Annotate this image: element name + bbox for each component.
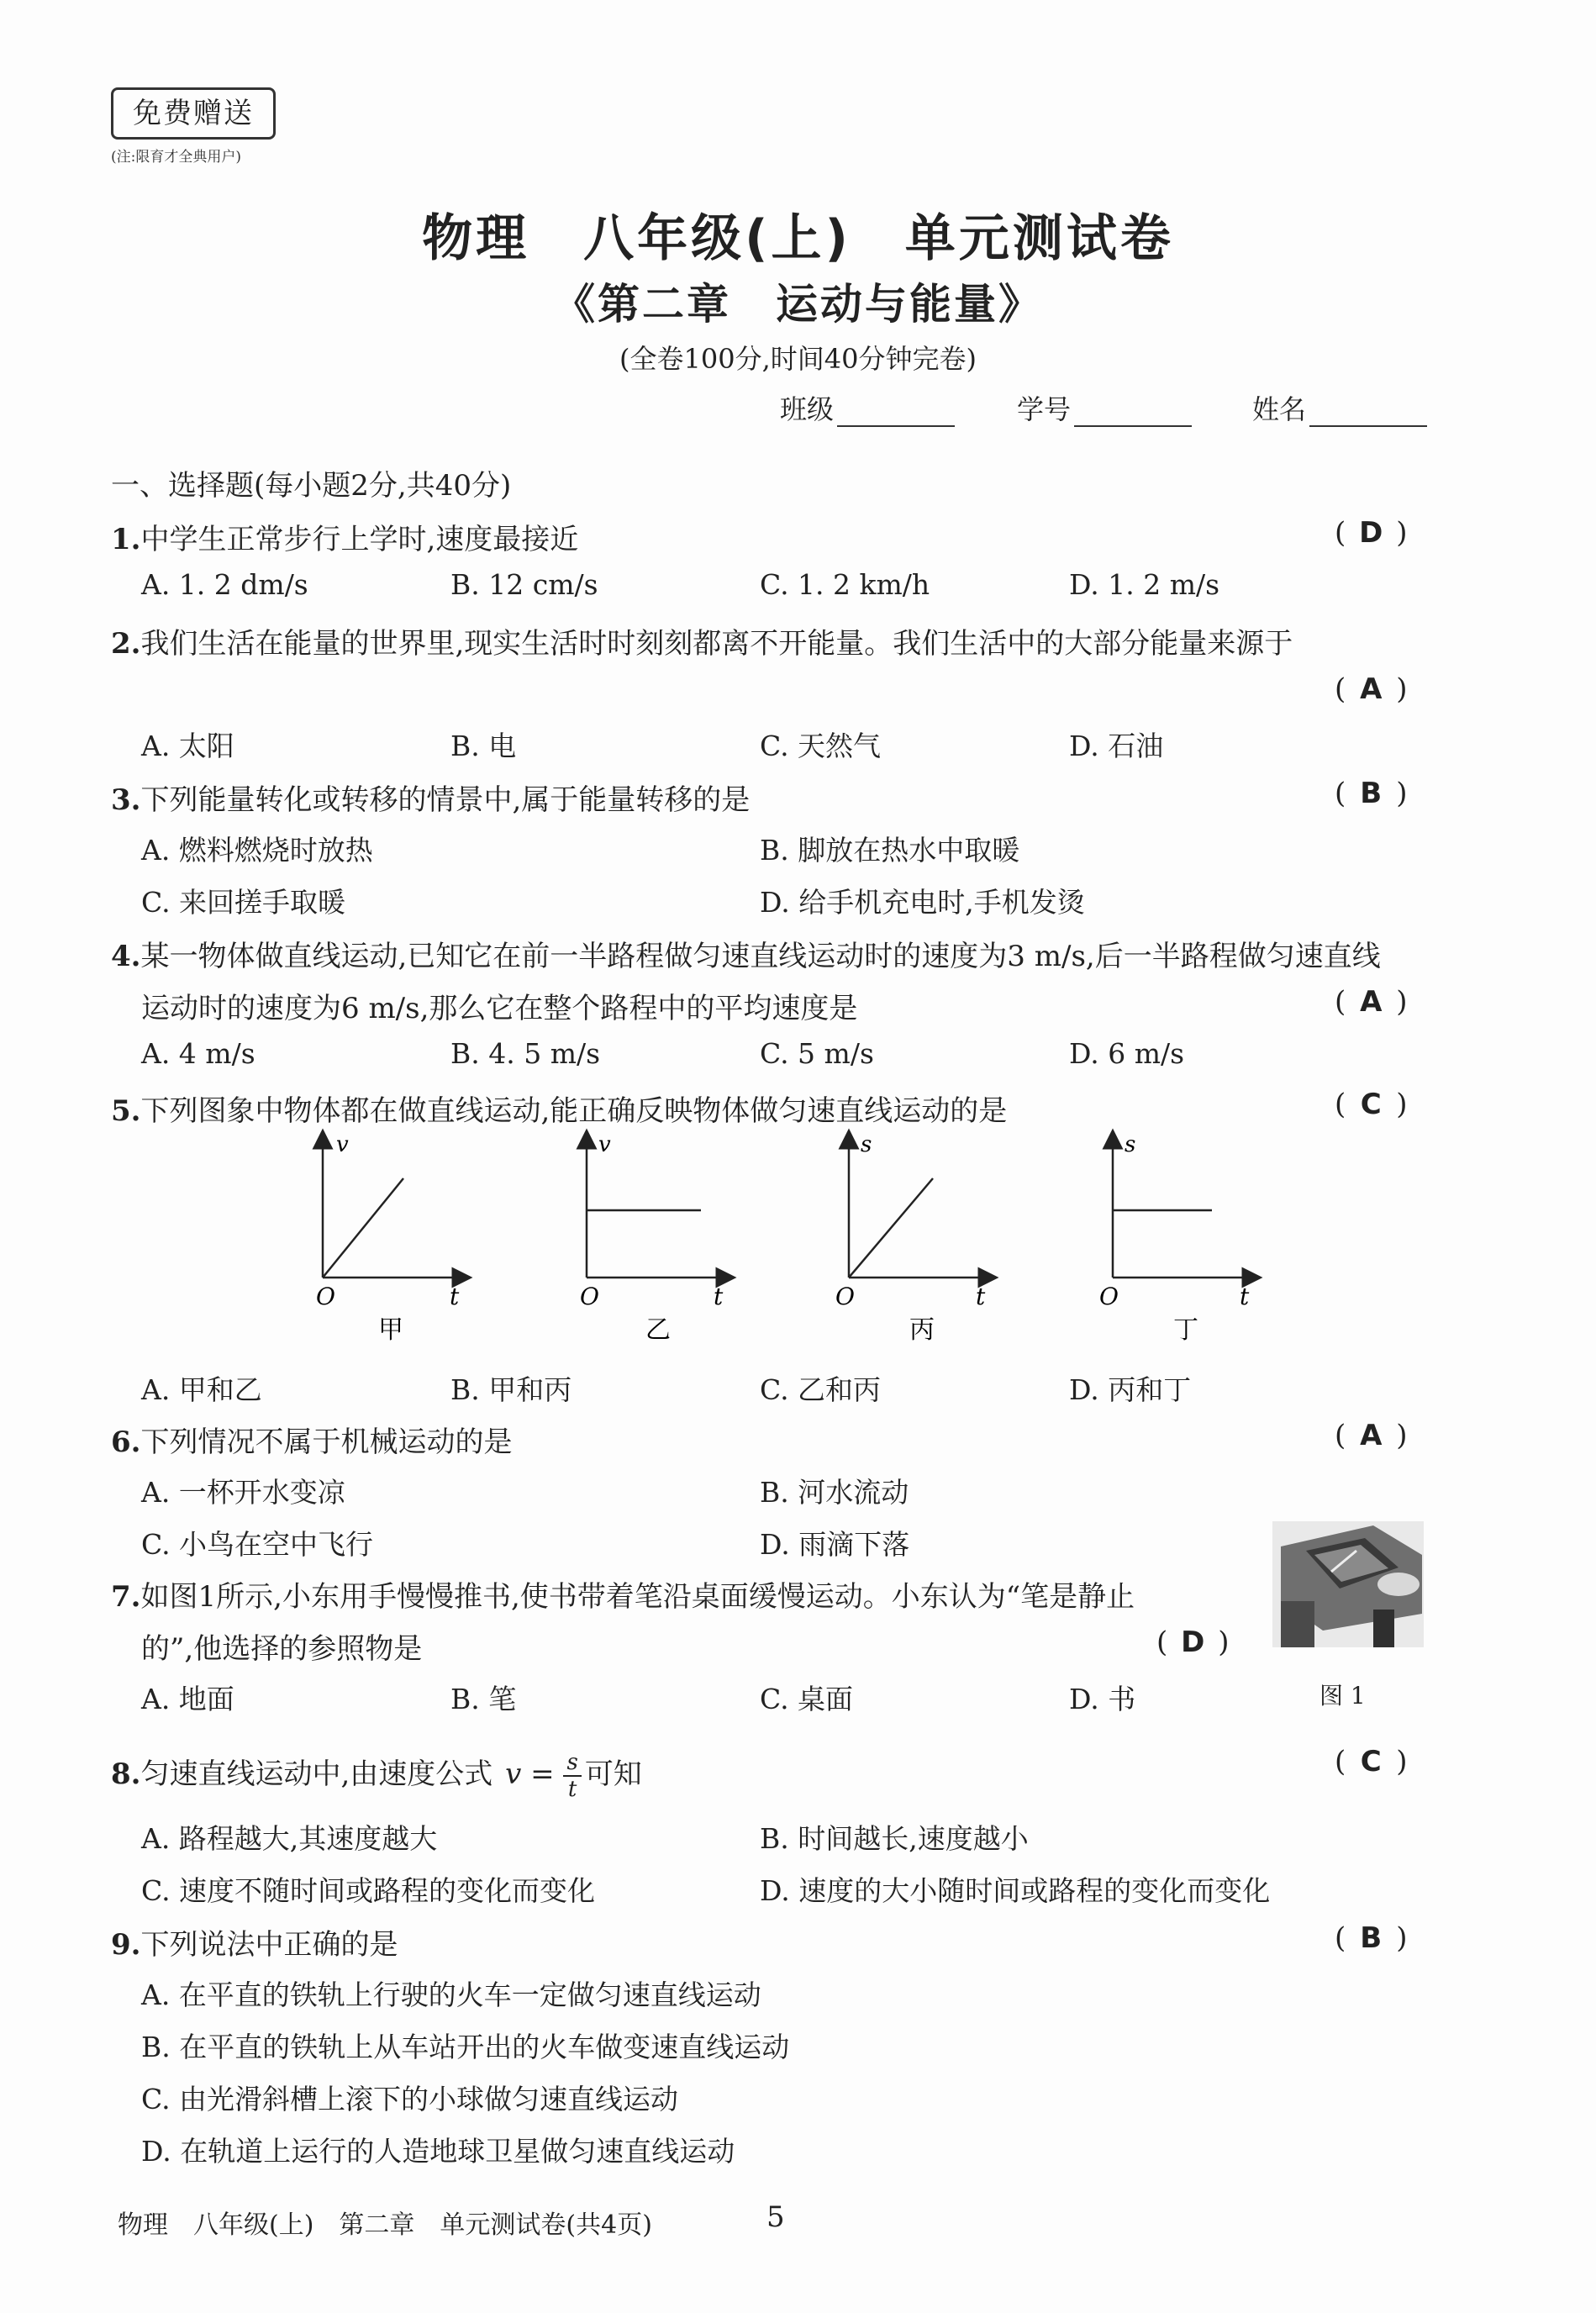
graph-caption: 丙 <box>909 1315 935 1345</box>
option: D. 在轨道上运行的人造地球卫星做匀速直线运动 <box>141 2135 735 2168</box>
option: A. 在平直的铁轨上行驶的火车一定做匀速直线运动 <box>141 1978 761 2011</box>
option: B. 4. 5 m/s <box>450 1037 601 1070</box>
option: B. 脚放在热水中取暖 <box>760 834 1020 867</box>
formula-fraction <box>563 1750 581 1802</box>
axis-label-x: t <box>976 1283 986 1310</box>
question-5 <box>111 1088 1007 1129</box>
option: B. 在平直的铁轨上从车站开出的火车做变速直线运动 <box>141 2031 790 2063</box>
answer-1: ( D ) <box>1335 516 1408 550</box>
question-number: 4. <box>111 940 141 973</box>
answer-letter: D <box>1359 516 1383 550</box>
option: C. 天然气 <box>760 730 882 762</box>
answer-letter: B <box>1360 777 1383 810</box>
option: B. 12 cm/s <box>450 568 598 601</box>
class-blank <box>837 402 955 427</box>
option: D. 石油 <box>1069 730 1164 762</box>
question-number: 6. <box>111 1425 141 1459</box>
class-label: 班级 <box>780 393 835 425</box>
option: C. 速度不随时间或路程的变化而变化 <box>141 1874 596 1907</box>
option: D. 雨滴下落 <box>760 1528 910 1561</box>
option: C. 乙和丙 <box>760 1373 882 1406</box>
option: A. 甲和乙 <box>141 1373 262 1406</box>
figure-1-photo <box>1272 1521 1424 1647</box>
option: C. 1. 2 km/h <box>760 568 930 601</box>
page-footer: 物理 八年级(上) 第二章 单元测试卷(共4页) <box>118 2210 652 2240</box>
option: C. 桌面 <box>760 1683 854 1715</box>
question-8 <box>111 1750 642 1802</box>
option: D. 给手机充电时,手机发烫 <box>760 886 1085 919</box>
axis-label-y: v <box>598 1132 611 1157</box>
question-text: 如图1所示,小东用手慢慢推书,使书带着笔沿桌面缓慢运动。小东认为“笔是静止 <box>140 1580 1135 1614</box>
motion-graphs <box>277 1126 1286 1353</box>
option: B. 河水流动 <box>760 1476 909 1509</box>
question-text: 下列情况不属于机械运动的是 <box>140 1425 513 1459</box>
answer-3: ( B ) <box>1335 777 1408 810</box>
graph-caption: 丁 <box>1173 1315 1198 1345</box>
answer-letter: C <box>1360 1088 1382 1121</box>
question-text: 中学生正常步行上学时,速度最接近 <box>140 523 579 556</box>
question-number: 2. <box>111 627 141 661</box>
stamp-note: (注:限育才全典用户) <box>111 149 241 166</box>
option: D. 速度的大小随时间或路程的变化而变化 <box>760 1874 1271 1907</box>
question-2 <box>111 620 1293 661</box>
answer-letter: A <box>1360 985 1383 1019</box>
answer-letter: A <box>1360 672 1383 706</box>
student-id-label: 学号 <box>1017 393 1072 425</box>
name-label: 姓名 <box>1252 393 1307 425</box>
origin-label: O <box>1099 1283 1119 1310</box>
question-text: 某一物体做直线运动,已知它在前一半路程做匀速直线运动时的速度为3 m/s,后一半路程做匀速直线 <box>140 940 1381 973</box>
question-6 <box>111 1419 513 1460</box>
formula-denominator: t <box>567 1777 577 1802</box>
answer-letter: B <box>1360 1921 1383 1955</box>
question-text: 下列能量转化或转移的情景中,属于能量转移的是 <box>140 783 751 817</box>
answer-5: ( C ) <box>1335 1088 1408 1121</box>
axis-label-y: s <box>861 1132 872 1157</box>
speed-formula <box>505 1750 582 1802</box>
question-number: 9. <box>111 1928 141 1962</box>
question-text: 下列说法中正确的是 <box>140 1928 398 1962</box>
answer-6: ( A ) <box>1335 1419 1408 1452</box>
option: C. 来回搓手取暖 <box>141 886 346 919</box>
option: A. 太阳 <box>141 730 234 762</box>
option: A. 燃料燃烧时放热 <box>141 834 373 867</box>
graph-caption: 甲 <box>378 1315 403 1345</box>
axis-label-y: s <box>1125 1132 1136 1157</box>
axis-label-x: t <box>450 1283 460 1310</box>
graph-jia <box>316 1132 462 1345</box>
line-proportional <box>849 1178 933 1278</box>
question-number: 7. <box>111 1580 141 1614</box>
question-text: 我们生活在能量的世界里,现实生活时时刻刻都离不开能量。我们生活中的大部分能量来源于 <box>140 627 1293 661</box>
graph-caption: 乙 <box>645 1315 671 1345</box>
question-4-line2: 运动时的速度为6 m/s,那么它在整个路程中的平均速度是 <box>141 992 858 1025</box>
option: A. 一杯开水变凉 <box>141 1476 345 1509</box>
page-number: 5 <box>766 2200 785 2234</box>
question-number: 8. <box>111 1757 141 1791</box>
option: D. 1. 2 m/s <box>1069 568 1220 601</box>
question-number: 1. <box>111 523 141 556</box>
question-4 <box>111 933 1381 974</box>
option: C. 5 m/s <box>760 1037 874 1070</box>
figure-1-caption: 图 1 <box>1319 1682 1366 1710</box>
class-field <box>780 388 955 427</box>
question-text: 匀速直线运动中,由速度公式 <box>140 1757 493 1791</box>
student-id-field <box>1017 388 1192 427</box>
answer-letter: C <box>1360 1745 1382 1778</box>
option: D. 书 <box>1069 1683 1136 1715</box>
origin-label: O <box>835 1283 855 1310</box>
axis-label-x: t <box>714 1283 724 1310</box>
option: B. 笔 <box>450 1683 517 1715</box>
name-blank <box>1309 402 1427 427</box>
question-9 <box>111 1921 398 1963</box>
formula-numerator: s <box>563 1750 581 1777</box>
option: A. 1. 2 dm/s <box>141 568 308 601</box>
option: C. 小鸟在空中飞行 <box>141 1528 374 1561</box>
option: A. 地面 <box>141 1683 234 1715</box>
graph-yi <box>580 1132 726 1345</box>
axis-label-y: v <box>336 1132 349 1157</box>
question-1 <box>111 516 578 557</box>
answer-7: ( D ) <box>1156 1625 1230 1659</box>
line-proportional <box>323 1178 403 1278</box>
exam-note: (全卷100分,时间40分钟完卷) <box>619 343 977 375</box>
option: B. 甲和丙 <box>450 1373 572 1406</box>
option: B. 时间越长,速度越小 <box>760 1822 1029 1855</box>
section-title: 一、选择题(每小题2分,共40分) <box>111 469 512 503</box>
option: C. 由光滑斜槽上滚下的小球做匀速直线运动 <box>141 2083 679 2115</box>
formula-v: v <box>505 1757 522 1791</box>
answer-letter: A <box>1360 1419 1383 1452</box>
student-id-blank <box>1074 402 1192 427</box>
name-field <box>1252 388 1427 427</box>
question-text-after: 可知 <box>584 1757 642 1791</box>
graph-ding <box>1099 1132 1252 1345</box>
axis-label-x: t <box>1240 1283 1250 1310</box>
answer-4: ( A ) <box>1335 985 1408 1019</box>
option: A. 路程越大,其速度越大 <box>141 1822 438 1855</box>
question-3 <box>111 777 750 818</box>
answer-9: ( B ) <box>1335 1921 1408 1955</box>
option: A. 4 m/s <box>141 1037 255 1070</box>
question-7 <box>111 1573 1135 1615</box>
origin-label: O <box>580 1283 599 1310</box>
question-number: 3. <box>111 783 141 817</box>
page-title: 物理 八年级(上) 单元测试卷 <box>422 209 1174 268</box>
answer-2: ( A ) <box>1335 672 1408 706</box>
page-subtitle: 《第二章 运动与能量》 <box>553 280 1043 329</box>
option: D. 6 m/s <box>1069 1037 1185 1070</box>
option: D. 丙和丁 <box>1069 1373 1192 1406</box>
option: B. 电 <box>450 730 517 762</box>
origin-label: O <box>316 1283 335 1310</box>
question-number: 5. <box>111 1094 141 1128</box>
free-gift-stamp: 免费赠送 <box>111 87 276 140</box>
answer-letter: D <box>1181 1625 1205 1659</box>
graph-bing <box>835 1132 988 1345</box>
formula-eq: = <box>530 1757 555 1791</box>
question-text: 下列图象中物体都在做直线运动,能正确反映物体做匀速直线运动的是 <box>140 1094 1008 1128</box>
answer-8: ( C ) <box>1335 1745 1408 1778</box>
question-7-line2: 的”,他选择的参照物是 <box>141 1632 423 1666</box>
